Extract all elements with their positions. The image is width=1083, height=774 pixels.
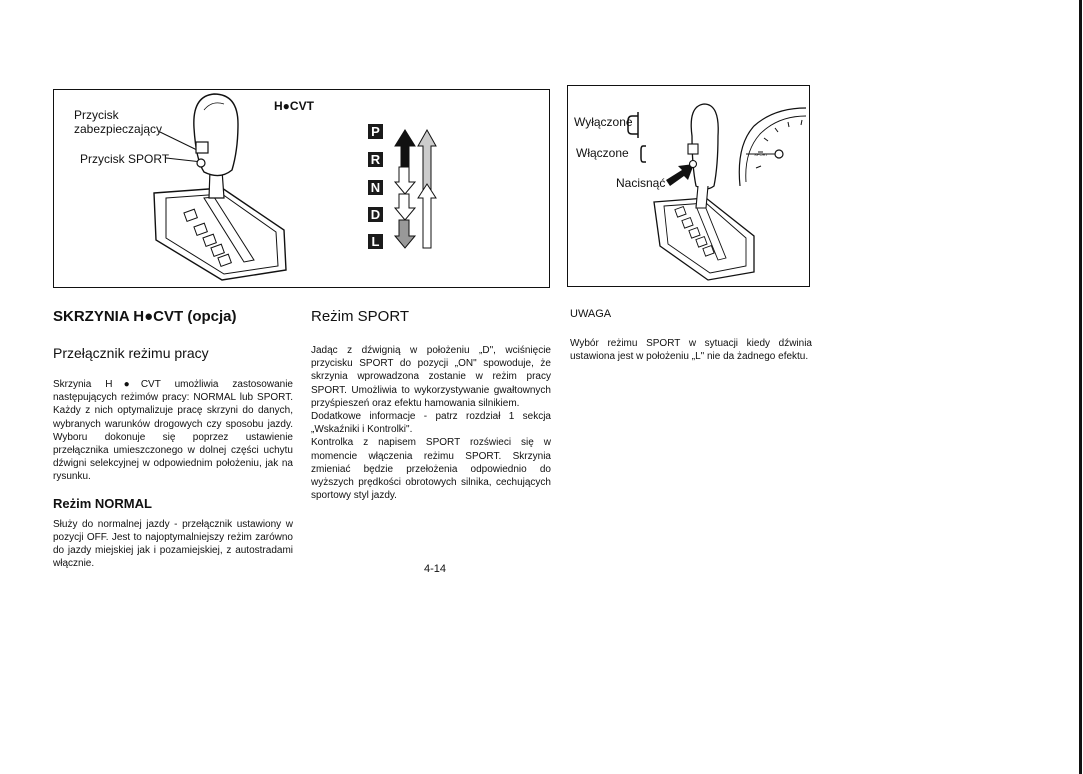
label-on: Włączone xyxy=(576,146,629,160)
column-sport-mode xyxy=(311,308,551,502)
gear-label-n: N xyxy=(370,180,381,195)
note-title: UWAGA xyxy=(570,308,612,320)
gear-label-r: R xyxy=(370,152,381,167)
gear-position-chart xyxy=(368,124,383,249)
paragraph-normal-mode: Służy do normalnej jazdy - przełącznik ustawiony w pozycji OFF. Jest to najoptymalniejszy reżim zarówno do jazdy miejskiej jak i pozamiejskiej, z autostradami włącznie. xyxy=(53,518,293,570)
figure-sport-button xyxy=(567,85,810,287)
paragraph-modes: Skrzynia H●CVT umożliwia zastosowanie następujących reżimów pracy: NORMAL lub SPORT. Każdy z nich optymalizuje pracę skrzyni do danych, wybranych warunków drogowych czy sposobu jazdy. Wyboru dokonuje się poprzez ustawienie przełącznika umieszczonego w dolnej części uchytu dźwigni selekcyjnej w odpowiednim położeniu, jak na rysunku. xyxy=(53,379,293,483)
gear-label-l: L xyxy=(371,234,380,249)
column-hcvt-gearbox xyxy=(53,308,293,570)
column-note xyxy=(570,308,812,363)
section-title-hcvt: SKRZYNIA H●CVT (opcja) xyxy=(53,308,237,325)
gauge-sport-indicator: SPORT xyxy=(754,152,768,157)
page-edge-line xyxy=(1079,0,1082,774)
section-title-sport: Reżim SPORT xyxy=(311,308,410,325)
figure-gear-lever xyxy=(53,89,550,288)
gear-lever-drawing xyxy=(54,90,549,287)
label-off: Wyłączone xyxy=(574,115,633,129)
sport-button-drawing xyxy=(568,86,809,286)
gear-label-p: P xyxy=(371,124,380,139)
label-lock-button-line2: zabezpieczający xyxy=(74,122,163,136)
subtitle-mode-switch: Przełącznik reżimu pracy xyxy=(53,345,209,361)
paragraph-note: Wybór reżimu SPORT w sytuacji kiedy dźwinia ustawiona jest w położeniu „L" nie da żadnego efektu. xyxy=(570,338,812,363)
label-sport-button: Przycisk SPORT xyxy=(80,152,170,166)
heading-normal-mode: Reżim NORMAL xyxy=(53,495,152,511)
gear-label-d: D xyxy=(370,207,381,222)
paragraph-sport-activation: Jadąc z dźwignią w położeniu „D", wciśnięcie przycisku SPORT do pozycji „ON" spowoduje, że skrzynia wprowadzona zostanie w reżim pracy SPORT. Umożliwia to wykorzystywanie gwałtownych przyśpieszeń oraz efektu hamowania silnikiem. xyxy=(311,345,551,409)
paragraph-sport-indicator: Kontrolka z napisem SPORT rozświeci się w momencie włączenia reżimu SPORT. Skrzynia zmieniać będzie przełożenia odpowiednio do wyższych prędkości obrotowych silnika, cechujących sportowy styl jazdy. xyxy=(311,437,551,502)
label-hcvt: H●CVT xyxy=(274,99,314,113)
page-number: 4-14 xyxy=(424,563,447,575)
label-lock-button-line1: Przycisk xyxy=(74,108,119,122)
label-press: Nacisnąć xyxy=(616,176,666,190)
paragraph-additional-info: Dodatkowe informacje - patrz rozdział 1 sekcja „Wskaźniki i Kontrolki". xyxy=(311,411,551,436)
